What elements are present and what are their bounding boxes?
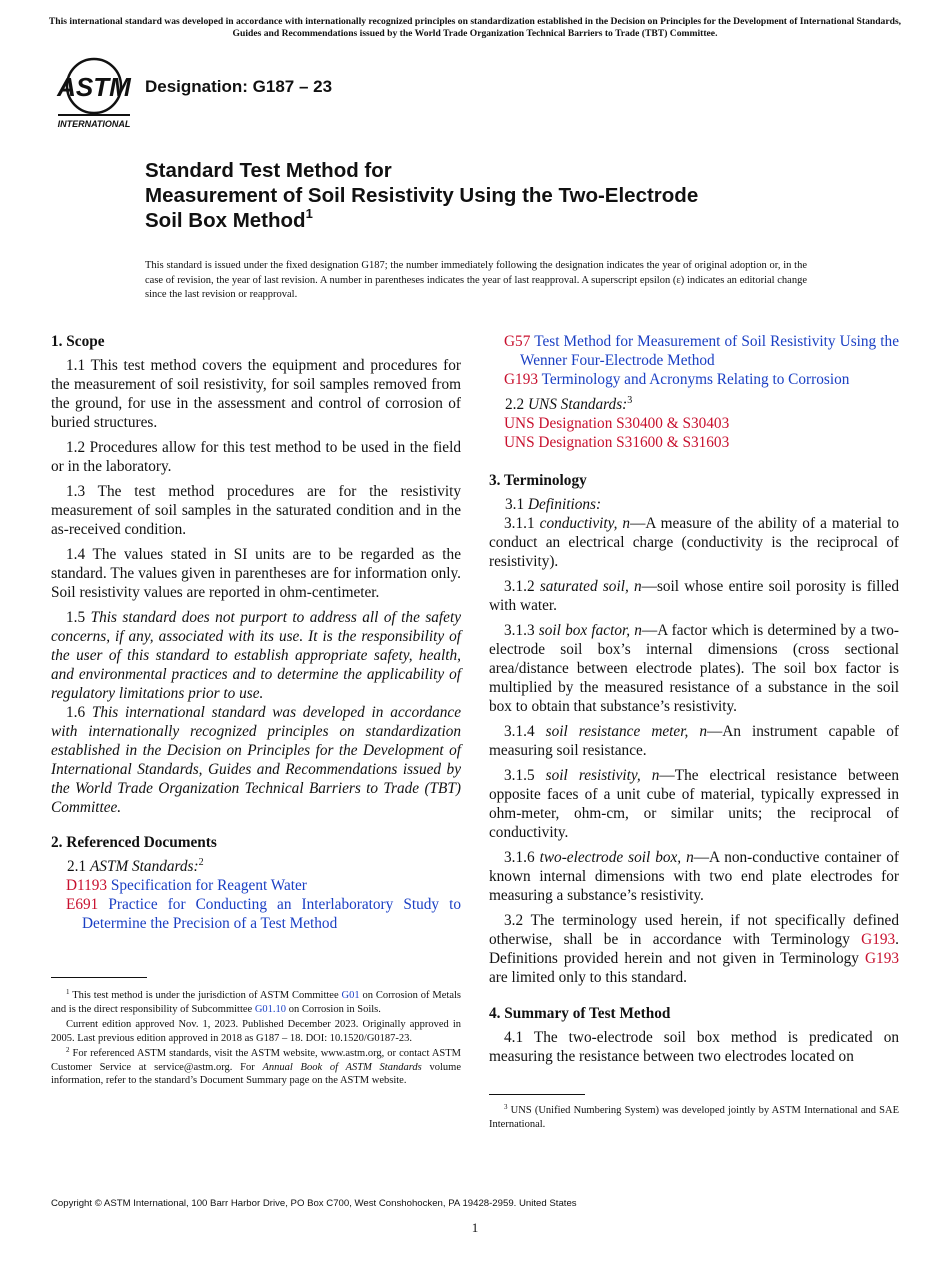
para-1-5	[51, 608, 461, 703]
definition-3-1-1	[489, 514, 899, 571]
section-1-heading: 1. Scope	[51, 333, 105, 350]
para-3-1-num: 3.1	[505, 496, 525, 513]
logo-text: ASTM	[57, 72, 131, 102]
ref-item-e691[interactable]	[51, 895, 461, 933]
footnotes-left	[51, 989, 461, 1090]
para-1-2: 1.2 Procedures allow for this test method to be used in the field or in the laboratory.	[51, 439, 461, 475]
committee-g01-link[interactable]: G01	[341, 990, 360, 1001]
page-number: 1	[471, 1220, 479, 1235]
right-column	[489, 332, 899, 1072]
footnote-rule-right	[489, 1094, 585, 1095]
para-4-1: 4.1 The two-electrode soil box method is predicated on measuring the resistance between two electrodes located on	[489, 1029, 899, 1065]
astm-logo-icon	[52, 56, 136, 132]
para-1-6-num: 1.6	[66, 704, 86, 721]
definition-text: —A factor which is determined by a two-electrode soil box’s internal dimensions (cross sectional area/distance between electrode plates). The soil box factor is multiplied by the measured resistance of a substance in the soil box to obtain that substance’s resistivity.	[489, 622, 899, 715]
g193-link[interactable]: G193	[861, 931, 896, 948]
ref-code-link[interactable]: E691	[66, 896, 99, 913]
footnote-1-text-a: This test method is under the jurisdiction of ASTM Committee	[72, 990, 342, 1001]
definition-3-1-2	[489, 577, 899, 615]
ref-item-g57[interactable]	[489, 332, 899, 370]
para-3-1-label: Definitions:	[527, 496, 602, 513]
para-2-2	[489, 395, 899, 414]
footnote-edition: Current edition approved Nov. 1, 2023. Published December 2023. Originally approved in 2005. Last previous edition approved in 2018 as G187 – 18. DOI: 10.1520/G0187-23.	[51, 1019, 461, 1044]
definition-term: saturated soil, n	[539, 578, 642, 595]
definition-text: —An instrument capable of measuring soil resistance.	[489, 723, 900, 759]
definition-num: 3.1.6	[504, 849, 535, 866]
ref-title-link[interactable]: Test Method for Measurement of Soil Resistivity Using the Wenner Four-Electrode Method	[520, 333, 899, 369]
footnote-1-text-b: on Corrosion of Metals and is the direct responsibility of Subcommittee	[51, 990, 462, 1015]
left-column	[51, 332, 461, 933]
definition-num: 3.1.5	[504, 767, 535, 784]
para-2-2-label: UNS Standards:	[527, 396, 628, 413]
ref-title-link[interactable]: Practice for Conducting an Interlaboratory Study to Determine the Precision of a Test Method	[82, 896, 462, 932]
footnotes-right	[489, 1104, 899, 1133]
para-3-2-text-c: are limited only to this standard.	[489, 969, 687, 986]
para-1-5-text: This standard does not purport to address all of the safety concerns, if any, associated with its use. It is the responsibility of the user of this standard to establish appropriate safety, health, and environmental practices and to determine the applicability of regulatory limitations prior to use.	[51, 609, 462, 702]
uns-item[interactable]: UNS Designation S30400 & S30403	[504, 415, 730, 432]
logo-subtext: INTERNATIONAL	[57, 119, 131, 129]
section-2-heading: 2. Referenced Documents	[51, 834, 217, 851]
ref-code-link[interactable]: G57	[504, 333, 531, 350]
astm-logo	[52, 56, 136, 132]
definition-text: —A measure of the ability of a material to conduct an electrical charge (conductivity is the reciprocal of resistivity).	[489, 515, 899, 570]
title-line-1: Standard Test Method for	[145, 159, 392, 182]
header-banner: This international standard was developed in accordance with internationally recognized principles on standardization established in the Decision on Principles for the Development of International Standards, Guides and Recommendations issued by the World Trade Organization Technical Barriers to Trade (TBT) Committee.	[48, 16, 902, 39]
para-1-5-num: 1.5	[66, 609, 86, 626]
para-2-1-sup: 2	[198, 857, 204, 868]
para-2-2-num: 2.2	[505, 396, 525, 413]
footnote-1-marker: 1	[66, 988, 70, 996]
para-2-1	[51, 857, 461, 876]
ref-item-d1193[interactable]	[51, 876, 461, 895]
footnote-2	[51, 1047, 461, 1088]
g193-link[interactable]: G193	[865, 950, 899, 967]
definition-text: —soil whose entire soil porosity is filled with water.	[489, 578, 900, 614]
definition-num: 3.1.3	[504, 622, 535, 639]
footnote-1	[51, 989, 461, 1016]
para-1-3: 1.3 The test method procedures are for the resistivity measurement of soil samples in the saturated condition and in the as-received condition.	[51, 483, 461, 538]
para-2-2-sup: 3	[627, 395, 633, 406]
title-line-3: Soil Box Method	[145, 209, 306, 232]
definition-3-1-5	[489, 766, 899, 842]
footnote-3	[489, 1104, 899, 1131]
designation: Designation: G187 – 23	[145, 77, 333, 96]
copyright: Copyright © ASTM International, 100 Barr Harbor Drive, PO Box C700, West Conshohocken, PA 19428-2959. United States	[51, 1198, 577, 1209]
definition-term: soil resistance meter, n	[545, 723, 707, 740]
subcommittee-g01-10-link[interactable]: G01.10	[254, 1003, 287, 1015]
issued-note: This standard is issued under the fixed designation G187; the number immediately following the designation indicates the year of original adoption or, in the case of revision, the year of last revision. A number in parentheses indicates the year of last reapproval. A superscript epsilon (ε) indicates an editorial change since the last revision or reapproval.	[145, 260, 807, 300]
definition-term: two-electrode soil box, n	[539, 849, 694, 866]
para-1-6	[51, 703, 461, 817]
definition-term: soil resistivity, n	[545, 767, 660, 784]
footnote-3-marker: 3	[504, 1103, 508, 1111]
footnote-2-text-b: volume information, refer to the standard’s Document Summary page on the ASTM website.	[51, 1061, 461, 1086]
definition-term: soil box factor, n	[538, 622, 642, 639]
definition-3-1-3	[489, 621, 899, 716]
definition-3-1-4	[489, 722, 899, 760]
title-footnote-marker: 1	[305, 206, 313, 221]
para-2-1-num: 2.1	[67, 858, 87, 875]
definition-text: —The electrical resistance between opposite faces of a unit cube of material, typically expressed in ohm-meter, ohm-cm, or similar units; the reciprocal of conductivity.	[489, 767, 899, 841]
para-3-2	[489, 911, 899, 987]
ref-code-link[interactable]: D1193	[66, 877, 108, 894]
ref-item-g193[interactable]	[489, 370, 899, 389]
definition-num: 3.1.1	[504, 515, 535, 532]
definition-term: conductivity, n	[539, 515, 631, 532]
para-1-1: 1.1 This test method covers the equipment and procedures for the measurement of soil resistivity, for soil samples removed from the ground, for use in the assessment and control of corrosion of buried structures.	[51, 357, 461, 431]
ref-title-link[interactable]: Specification for Reagent Water	[110, 877, 307, 894]
para-3-2-text-a: 3.2 The terminology used herein, if not specifically defined otherwise, shall be in accordance with Terminology	[489, 912, 899, 948]
footnote-3-text: UNS (Unified Numbering System) was developed jointly by ASTM International and SAE International.	[489, 1105, 899, 1130]
document-title	[145, 158, 865, 233]
footnote-rule-left	[51, 977, 147, 978]
ref-code-link[interactable]: G193	[504, 371, 538, 388]
para-3-1	[489, 495, 899, 514]
title-line-2: Measurement of Soil Resistivity Using the Two-Electrode	[145, 184, 699, 207]
footnote-1-text-c: on Corrosion in Soils.	[286, 1003, 381, 1015]
section-4-heading: 4. Summary of Test Method	[489, 1005, 671, 1022]
definition-num: 3.1.4	[504, 723, 535, 740]
section-3-heading: 3. Terminology	[489, 472, 587, 489]
footnote-2-italic: Annual Book of ASTM Standards	[262, 1061, 422, 1073]
para-1-6-text: This international standard was developed in accordance with internationally recognized principles on standardization established in the Decision on Principles for the Development of International Standards, Guides and Recommendations issued by the World Trade Organization Technical Barriers to Trade (TBT) Committee.	[51, 704, 461, 816]
footnote-2-text-a: For referenced ASTM standards, visit the ASTM website, www.astm.org, or contact ASTM Customer Service at service@astm.org. For	[51, 1048, 461, 1073]
definition-num: 3.1.2	[504, 578, 535, 595]
footnote-2-marker: 2	[66, 1046, 70, 1054]
ref-title-link[interactable]: Terminology and Acronyms Relating to Corrosion	[541, 371, 850, 388]
para-1-4: 1.4 The values stated in SI units are to be regarded as the standard. The values given in parentheses are for information only. Soil resistivity values are reported in ohm-centimeter.	[51, 546, 461, 601]
definition-text: —A non-conductive container of known internal dimensions with two end plate electrodes for measuring a substance’s resistivity.	[489, 849, 900, 904]
uns-item[interactable]: UNS Designation S31600 & S31603	[504, 434, 730, 451]
para-2-1-label: ASTM Standards:	[89, 858, 199, 875]
para-3-2-text-b: . Definitions provided herein and not given in Terminology	[489, 931, 899, 967]
definition-3-1-6	[489, 848, 899, 905]
